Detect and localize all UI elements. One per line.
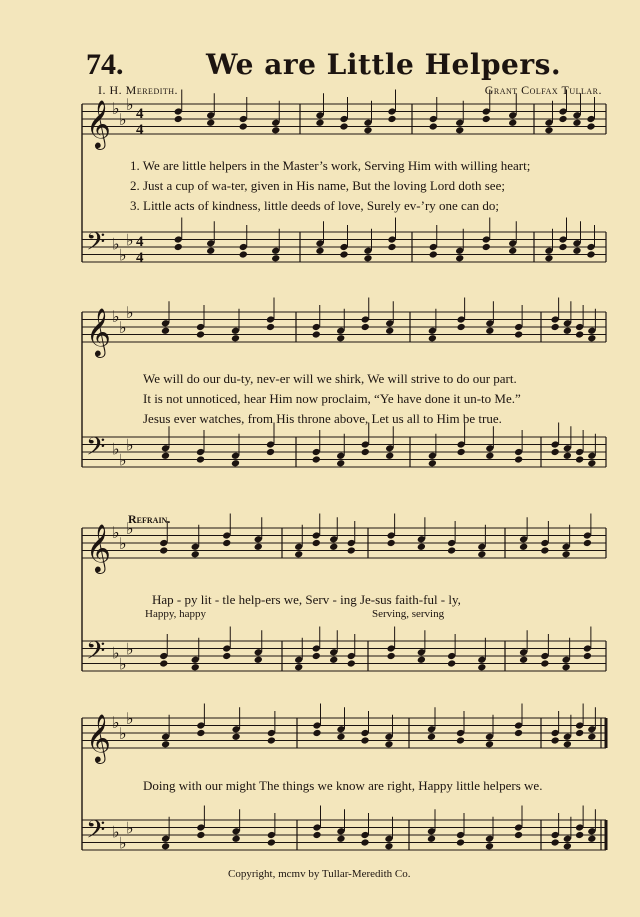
note-head xyxy=(427,835,436,843)
note-head xyxy=(266,323,275,331)
note-head xyxy=(387,115,396,123)
note-head xyxy=(336,459,345,467)
note-head xyxy=(312,831,321,839)
hymn-number: 74. xyxy=(86,48,124,81)
note-head xyxy=(271,254,280,262)
note-head xyxy=(514,330,523,338)
flat-sign: ♭ xyxy=(126,230,134,250)
note-head xyxy=(196,455,205,463)
verse-1-line-b: We will do our du-ty, nev-er will we shirk, We will strive to do our part. xyxy=(143,371,517,386)
note-head xyxy=(159,659,168,667)
note-head xyxy=(161,842,170,850)
flat-sign: ♭ xyxy=(119,724,127,743)
note-head xyxy=(384,842,393,850)
refrain-label: Refrain. xyxy=(128,512,171,526)
note-head xyxy=(312,330,321,338)
note-head xyxy=(558,243,567,251)
note-head xyxy=(586,122,595,130)
hymn-title: We are Little Helpers. xyxy=(206,48,562,81)
note-head xyxy=(485,452,494,460)
note-head xyxy=(572,247,581,255)
flat-sign: ♭ xyxy=(126,818,134,838)
note-head xyxy=(336,835,345,843)
flat-sign: ♭ xyxy=(119,245,127,265)
note-head xyxy=(363,126,372,134)
note-head xyxy=(540,546,549,554)
note-head xyxy=(551,323,560,331)
time-signature: 4 xyxy=(136,122,144,138)
note-head xyxy=(294,550,303,558)
note-head xyxy=(385,327,394,335)
note-head xyxy=(477,663,486,671)
verse-3-line-b: Jesus ever watches, from His throne above, Let us all to Him be true. xyxy=(143,411,502,426)
flat-sign: ♭ xyxy=(112,643,120,663)
composer-credit: Grant Colfax Tullar. xyxy=(484,83,602,97)
note-head xyxy=(312,455,321,463)
note-head xyxy=(417,656,426,664)
note-head xyxy=(417,543,426,551)
note-head xyxy=(339,122,348,130)
note-head xyxy=(455,254,464,262)
note-head xyxy=(239,250,248,258)
note-head xyxy=(551,448,560,456)
verse-2-line-b: It is not unnoticed, hear Him now proclaim, “Ye have done it un-to Me.” xyxy=(143,391,521,406)
note-head xyxy=(222,539,231,547)
treble-clef: 𝄞 xyxy=(86,523,111,572)
flat-sign: ♭ xyxy=(112,712,120,732)
note-head xyxy=(174,115,183,123)
note-head xyxy=(312,539,321,547)
lyricist-credit: I. H. Meredith. xyxy=(98,83,179,97)
note-head xyxy=(361,323,370,331)
note-head xyxy=(447,546,456,554)
note-head xyxy=(191,663,200,671)
flat-sign: ♭ xyxy=(119,110,127,129)
note-head xyxy=(457,323,466,331)
note-head xyxy=(267,736,276,744)
note-head xyxy=(563,740,572,748)
note-head xyxy=(206,247,215,255)
note-head xyxy=(387,652,396,660)
refrain-echo-1: Happy, happy xyxy=(145,608,206,620)
note-head xyxy=(477,550,486,558)
note-head xyxy=(360,838,369,846)
refrain-echo-2: Serving, serving xyxy=(372,608,445,620)
bass-clef: 𝄢 xyxy=(86,227,106,263)
note-head xyxy=(271,126,280,134)
note-head xyxy=(196,831,205,839)
note-head xyxy=(540,659,549,667)
note-head xyxy=(485,842,494,850)
bass-clef: 𝄢 xyxy=(86,815,106,851)
note-head xyxy=(336,334,345,342)
note-head xyxy=(514,831,523,839)
flat-sign: ♭ xyxy=(119,450,127,470)
note-head xyxy=(429,250,438,258)
note-head xyxy=(360,736,369,744)
time-signature: 4 xyxy=(136,250,144,266)
flat-sign: ♭ xyxy=(126,95,134,114)
note-head xyxy=(429,122,438,130)
note-head xyxy=(482,115,491,123)
note-head xyxy=(508,247,517,255)
flat-sign: ♭ xyxy=(112,234,120,254)
note-head xyxy=(159,546,168,554)
flat-sign: ♭ xyxy=(112,306,120,326)
note-head xyxy=(455,126,464,134)
flat-sign: ♭ xyxy=(112,439,120,459)
note-head xyxy=(161,327,170,335)
note-head xyxy=(329,656,338,664)
note-head xyxy=(312,729,321,737)
note-head xyxy=(315,247,324,255)
note-head xyxy=(519,656,528,664)
flat-sign: ♭ xyxy=(126,519,134,538)
note-head xyxy=(457,448,466,456)
note-head xyxy=(575,831,584,839)
flat-sign: ♭ xyxy=(126,303,134,322)
note-head xyxy=(519,543,528,551)
note-head xyxy=(294,663,303,671)
note-head xyxy=(485,740,494,748)
note-head xyxy=(347,659,356,667)
note-head xyxy=(174,243,183,251)
note-head xyxy=(587,835,596,843)
note-head xyxy=(428,334,437,342)
flat-sign: ♭ xyxy=(126,639,134,659)
copyright-notice: Copyright, mcmv by Tullar-Meredith Co. xyxy=(228,868,411,880)
note-head xyxy=(508,119,517,127)
note-head xyxy=(384,740,393,748)
note-head xyxy=(329,543,338,551)
note-head xyxy=(583,652,592,660)
verse-2-line-a: 2. Just a cup of wa-ter, given in His name, But the loving Lord doth see; xyxy=(130,178,505,193)
note-head xyxy=(266,448,275,456)
note-head xyxy=(387,243,396,251)
treble-clef: 𝄞 xyxy=(86,713,111,762)
note-head xyxy=(254,543,263,551)
note-head xyxy=(196,729,205,737)
note-head xyxy=(232,835,241,843)
note-head xyxy=(587,733,596,741)
note-head xyxy=(239,122,248,130)
note-head xyxy=(254,656,263,664)
note-head xyxy=(544,254,553,262)
note-head xyxy=(586,250,595,258)
note-head xyxy=(428,459,437,467)
note-head xyxy=(161,452,170,460)
note-head xyxy=(339,250,348,258)
note-head xyxy=(482,243,491,251)
note-head xyxy=(575,729,584,737)
flat-sign: ♭ xyxy=(126,435,134,455)
note-head xyxy=(587,334,596,342)
bass-clef: 𝄢 xyxy=(86,432,106,468)
note-head xyxy=(587,459,596,467)
note-head xyxy=(336,733,345,741)
flat-sign: ♭ xyxy=(112,98,120,118)
verse-1-line-a: 1. We are little helpers in the Master’s work, Serving Him with willing heart; xyxy=(130,158,531,173)
verse-3-line-a: 3. Little acts of kindness, little deeds of love, Surely ev-’ry one can do; xyxy=(130,198,499,213)
note-head xyxy=(232,733,241,741)
note-head xyxy=(551,736,560,744)
note-head xyxy=(583,539,592,547)
note-head xyxy=(222,652,231,660)
note-head xyxy=(485,327,494,335)
note-head xyxy=(447,659,456,667)
note-head xyxy=(456,838,465,846)
note-head xyxy=(544,126,553,134)
note-head xyxy=(514,455,523,463)
flat-sign: ♭ xyxy=(112,522,120,542)
note-head xyxy=(387,539,396,547)
flat-sign: ♭ xyxy=(119,654,127,674)
bass-clef: 𝄢 xyxy=(86,636,106,672)
note-head xyxy=(347,546,356,554)
refrain-line-1: Hap - py lit - tle help-ers we, Serv - ing Je-sus faith-ful - ly, xyxy=(152,592,461,607)
time-signature: 4 xyxy=(136,106,144,122)
note-head xyxy=(551,838,560,846)
note-head xyxy=(312,652,321,660)
note-head xyxy=(206,119,215,127)
note-head xyxy=(562,663,571,671)
note-head xyxy=(231,459,240,467)
refrain-line-2: Doing with our might The things we know are right, Happy little helpers we. xyxy=(143,778,543,793)
note-head xyxy=(161,740,170,748)
note-head xyxy=(572,119,581,127)
note-head xyxy=(558,115,567,123)
flat-sign: ♭ xyxy=(119,534,127,553)
treble-clef: 𝄞 xyxy=(86,99,111,148)
note-head xyxy=(456,736,465,744)
note-head xyxy=(514,729,523,737)
note-head xyxy=(563,842,572,850)
note-head xyxy=(231,334,240,342)
flat-sign: ♭ xyxy=(119,318,127,337)
flat-sign: ♭ xyxy=(126,709,134,728)
note-head xyxy=(575,330,584,338)
note-head xyxy=(267,838,276,846)
note-head xyxy=(563,327,572,335)
note-head xyxy=(562,550,571,558)
treble-clef: 𝄞 xyxy=(86,307,111,356)
note-head xyxy=(427,733,436,741)
note-head xyxy=(191,550,200,558)
note-head xyxy=(361,448,370,456)
note-head xyxy=(196,330,205,338)
time-signature: 4 xyxy=(136,234,144,250)
note-head xyxy=(385,452,394,460)
note-head xyxy=(563,452,572,460)
note-head xyxy=(575,455,584,463)
note-head xyxy=(315,119,324,127)
flat-sign: ♭ xyxy=(112,822,120,842)
note-head xyxy=(363,254,372,262)
flat-sign: ♭ xyxy=(119,833,127,853)
